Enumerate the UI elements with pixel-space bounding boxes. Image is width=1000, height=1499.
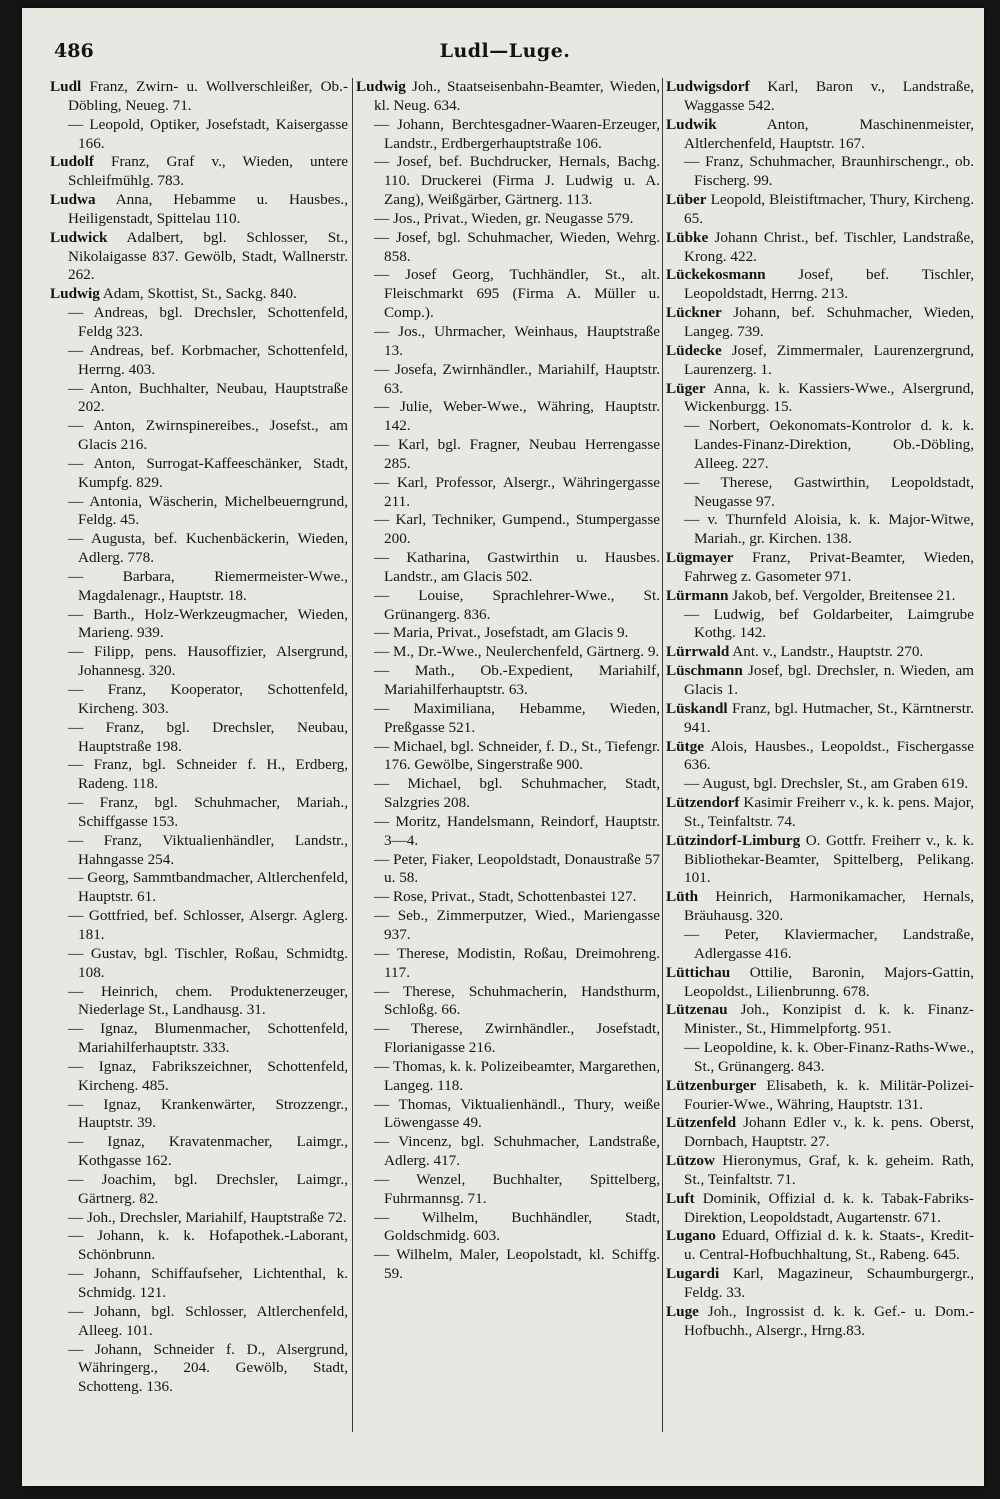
entry-surname: Ludwigsdorf — [666, 78, 750, 95]
entry-surname: Ludwick — [50, 228, 108, 246]
directory-entry — [666, 1265, 974, 1303]
directory-entry — [666, 775, 974, 794]
entry-surname: Ludwig — [50, 285, 100, 303]
entry-surname: Lützenburger — [666, 1076, 757, 1094]
entry-text: — Johann, bgl. Schlosser, Altlerchenfeld, Alleeg. 101. — [68, 1302, 348, 1339]
directory-entry — [356, 1246, 660, 1284]
entry-text: — Ignaz, Krankenwärter, Strozzengr., Hauptstr. 39. — [68, 1095, 348, 1132]
directory-entry — [356, 116, 660, 154]
entry-surname: Lüth — [666, 888, 699, 906]
entry-surname: Lützenau — [666, 1001, 728, 1019]
directory-entry — [666, 474, 974, 512]
directory-entry — [356, 436, 660, 474]
directory-entry — [50, 493, 348, 531]
directory-entry — [666, 964, 974, 1002]
directory-entry — [356, 945, 660, 983]
column-1 — [50, 78, 348, 1397]
directory-entry — [666, 662, 974, 700]
entry-text: — Michael, bgl. Schuhmacher, Stadt, Salzgries 208. — [374, 775, 660, 812]
entry-text: Leopold, Bleistiftmacher, Thury, Kircheng. 65. — [684, 191, 974, 227]
entry-text: — Rose, Privat., Stadt, Schottenbastei 127. — [374, 888, 637, 906]
entry-text: Johann Edler v., k. k. pens. Oberst, Dornbach, Hauptstr. 27. — [684, 1114, 975, 1151]
running-title: Ludl—Luge. — [439, 40, 571, 62]
directory-entry — [50, 869, 348, 907]
entry-text: — Math., Ob.-Expedient, Mariahilf, Mariahilferhauptstr. 63. — [374, 662, 660, 698]
entry-text: — Therese, Modistin, Roßau, Dreimohreng. 117. — [374, 944, 660, 981]
entry-text: Dominik, Offizial d. k. k. Tabak-Fabriks-Direktion, Leopoldstadt, Augartenstr. 671. — [684, 1189, 974, 1226]
entry-text: Joh., Ingrossist d. k. k. Gef.- u. Dom.-Hofbuchh., Alsergr., Hrng.83. — [684, 1302, 975, 1339]
entry-text: — Moritz, Handelsmann, Reindorf, Hauptstr. 3—4. — [374, 812, 660, 849]
entry-text: — v. Thurnfeld Aloisia, k. k. Major-Witwe, Mariah., gr. Kirchen. 138. — [684, 511, 974, 548]
directory-entry — [666, 380, 974, 418]
directory-entry — [666, 191, 974, 229]
directory-entry — [50, 1096, 348, 1134]
entry-text: — Josef, bef. Buchdrucker, Hernals, Bachg. 110. Druckerei (Firma J. Ludwig u. A. Zang), Weißgärber, Gärtnerg. 113. — [374, 153, 660, 209]
directory-entry — [356, 511, 660, 549]
directory-entry — [666, 342, 974, 380]
column-rule — [662, 78, 663, 1432]
directory-entry — [50, 1227, 348, 1265]
directory-entry — [356, 738, 660, 776]
entry-text: — August, bgl. Drechsler, St., am Graben 619. — [684, 775, 969, 793]
entry-text: — Barth., Holz-Werkzeugmacher, Wieden, Marieng. 939. — [68, 605, 348, 642]
directory-entry — [666, 643, 974, 662]
directory-entry — [666, 738, 974, 776]
entry-text: Hieronymus, Graf, k. k. geheim. Rath, St., Teinfaltstr. 71. — [684, 1152, 975, 1188]
entry-text: — Julie, Weber-Wwe., Währing, Hauptstr. 142. — [374, 398, 660, 435]
entry-text: — Barbara, Riemermeister-Wwe., Magdalenagr., Hauptstr. 18. — [68, 567, 348, 604]
directory-entry — [356, 78, 660, 116]
entry-text: — Michael, bgl. Schneider, f. D., St., Tiefengr. 176. Gewölbe, Singerstraße 900. — [374, 737, 660, 774]
entry-surname: Lückner — [666, 304, 722, 322]
directory-entry — [50, 1133, 348, 1171]
entry-text: — Karl, Professor, Alsergr., Währingergasse 211. — [374, 473, 660, 510]
directory-entry — [50, 417, 348, 455]
entry-text: — Leopoldine, k. k. Ober-Finanz-Raths-Wwe., St., Grünangerg. 843. — [684, 1039, 974, 1075]
column-rule — [352, 78, 353, 1432]
directory-entry — [50, 1209, 348, 1228]
directory-entry — [356, 587, 660, 625]
directory-entry — [356, 813, 660, 851]
entry-text: — Leopold, Optiker, Josefstadt, Kaisergasse 166. — [68, 115, 348, 152]
directory-entry — [50, 78, 348, 116]
entry-text: — Norbert, Oekonomats-Kontrolor d. k. k. Landes-Finanz-Direktion, Ob.-Döbling, Alleeg. 227. — [684, 417, 974, 472]
entry-text: — Wilhelm, Buchhändler, Stadt, Goldschmidg. 603. — [374, 1208, 660, 1245]
entry-text: Joh., Staatseisenbahn-Beamter, Wieden, kl. Neug. 634. — [374, 78, 660, 114]
directory-entry — [50, 1058, 348, 1096]
entry-text: — Gottfried, bef. Schlosser, Alsergr. Aglerg. 181. — [68, 907, 348, 943]
entry-surname: Lützendorf — [666, 794, 740, 812]
entry-text: — Ignaz, Kravatenmacher, Laimgr., Kothgasse 162. — [68, 1133, 348, 1170]
entry-text: — Andreas, bef. Korbmacher, Schottenfeld, Herrng. 403. — [68, 341, 348, 378]
directory-entry — [50, 1265, 348, 1303]
entry-text: — Karl, bgl. Fragner, Neubau Herrengasse 285. — [374, 436, 660, 472]
entry-text: Anna, k. k. Kassiers-Wwe., Alsergrund, Wickenburgg. 15. — [684, 379, 974, 416]
entry-text: — Maximiliana, Hebamme, Wieden, Preßgasse 521. — [374, 699, 660, 736]
entry-text: — Gustav, bgl. Tischler, Roßau, Schmidtg. 108. — [68, 944, 348, 981]
directory-entry — [666, 116, 974, 154]
directory-entry — [50, 719, 348, 757]
directory-entry — [666, 1001, 974, 1039]
entry-surname: Ludl — [50, 78, 82, 95]
directory-entry — [50, 1341, 348, 1398]
directory-entry — [356, 624, 660, 643]
entry-surname: Lügmayer — [666, 549, 734, 567]
directory-entry — [666, 794, 974, 832]
directory-entry — [666, 606, 974, 644]
entry-text: — Katharina, Gastwirthin u. Hausbes. Landstr., am Glacis 502. — [374, 549, 660, 585]
entry-text: — Josef Georg, Tuchhändler, St., alt. Fleischmarkt 695 (Firma A. Müller u. Comp.). — [374, 266, 660, 322]
running-head — [54, 40, 956, 66]
directory-entry — [50, 832, 348, 870]
directory-entry — [666, 1152, 974, 1190]
directory-entry — [666, 888, 974, 926]
directory-entry — [356, 361, 660, 399]
entry-text: — Ludwig, bef Goldarbeiter, Laimgrube Kothg. 142. — [684, 605, 974, 642]
directory-entry — [50, 1020, 348, 1058]
directory-entry — [666, 549, 974, 587]
directory-entry — [356, 398, 660, 436]
directory-entry — [356, 983, 660, 1021]
directory-entry — [50, 285, 348, 304]
entry-text: — Andreas, bgl. Drechsler, Schottenfeld, Feldg 323. — [68, 304, 348, 340]
entry-surname: Lüger — [666, 379, 706, 397]
entry-surname: Lugano — [666, 1227, 716, 1245]
entry-text: — Franz, bgl. Schuhmacher, Mariah., Schiffgasse 153. — [68, 794, 348, 830]
entry-surname: Lüdecke — [666, 341, 722, 359]
directory-entry — [50, 606, 348, 644]
directory-entry — [356, 266, 660, 323]
entry-surname: Ludolf — [50, 153, 94, 171]
entry-text: Ottilie, Baronin, Majors-Gattin, Leopoldst., Lilienbrunng. 678. — [684, 963, 974, 1000]
directory-entry — [50, 116, 348, 154]
entry-text: — M., Dr.-Wwe., Neulerchenfeld, Gärtnerg. 9. — [374, 643, 660, 661]
entry-text: — Maria, Privat., Josefstadt, am Glacis 9. — [374, 624, 629, 642]
entry-text: Josef, bef. Tischler, Leopoldstadt, Herrng. 213. — [684, 266, 974, 303]
entry-text: — Jos., Privat., Wieden, gr. Neugasse 579. — [374, 209, 634, 227]
directory-entry — [356, 1171, 660, 1209]
entry-text: Anna, Hebamme u. Hausbes., Heiligenstadt, Spittelau 110. — [68, 191, 348, 227]
directory-entry — [356, 1058, 660, 1096]
entry-text: Josef, bgl. Drechsler, n. Wieden, am Glacis 1. — [684, 662, 974, 698]
directory-entry — [356, 700, 660, 738]
directory-entry — [666, 587, 974, 606]
entry-text: — Heinrich, chem. Produktenerzeuger, Niederlage St., Landhausg. 31. — [68, 982, 348, 1019]
entry-surname: Luge — [666, 1302, 699, 1320]
directory-entry — [666, 417, 974, 474]
directory-entry — [666, 926, 974, 964]
entry-text: — Johann, Schiffaufseher, Lichtenthal, k. Schmidg. 121. — [68, 1265, 348, 1301]
column-2 — [356, 78, 660, 1284]
entry-text: — Louise, Sprachlehrer-Wwe., St. Grünangerg. 836. — [374, 586, 660, 623]
directory-entry — [356, 851, 660, 889]
entry-text: — Georg, Sammtbandmacher, Altlerchenfeld, Hauptstr. 61. — [68, 869, 348, 906]
entry-text: Ant. v., Landstr., Hauptstr. 270. — [732, 643, 924, 661]
entry-text: — Jos., Uhrmacher, Weinhaus, Hauptstraße 13. — [374, 322, 660, 359]
entry-text: Franz, bgl. Hutmacher, St., Kärntnerstr. 941. — [684, 699, 975, 736]
entry-surname: Ludwik — [666, 115, 717, 133]
directory-entry — [666, 229, 974, 267]
entry-text: — Franz, Kooperator, Schottenfeld, Kircheng. 303. — [68, 681, 348, 717]
entry-surname: Lürrwald — [666, 643, 730, 661]
directory-entry — [50, 153, 348, 191]
entry-text: — Therese, Schuhmacherin, Handsthurm, Schloßg. 66. — [374, 982, 660, 1019]
directory-entry — [50, 530, 348, 568]
column-3 — [666, 78, 974, 1341]
entry-surname: Lüber — [666, 191, 707, 209]
entry-text: — Therese, Gastwirthin, Leopoldstadt, Neugasse 97. — [684, 473, 974, 510]
directory-entry — [666, 1039, 974, 1077]
entry-text: O. Gottfr. Freiherr v., k. k. Bibliothekar-Beamter, Spittelberg, Pelikang. 101. — [684, 831, 974, 887]
entry-text: Johann Christ., bef. Tischler, Landstraße, Krong. 422. — [684, 228, 974, 265]
entry-text: Josef, Zimmermaler, Laurenzergrund, Laurenzerg. 1. — [684, 341, 974, 378]
entry-text: Joh., Konzipist d. k. k. Finanz-Minister., St., Himmelpfortg. 951. — [684, 1001, 974, 1038]
entry-surname: Lübke — [666, 228, 709, 246]
entry-surname: Lückekosmann — [666, 266, 766, 284]
entry-surname: Ludwa — [50, 191, 96, 209]
directory-entry — [666, 304, 974, 342]
entry-text: — Augusta, bef. Kuchenbäckerin, Wieden, Adlerg. 778. — [68, 530, 348, 567]
entry-text: Anton, Maschinenmeister, Altlerchenfeld, Hauptstr. 167. — [684, 115, 974, 152]
entry-text: — Peter, Klaviermacher, Landstraße, Adlergasse 416. — [684, 925, 974, 962]
directory-entry — [356, 153, 660, 210]
entry-surname: Luft — [666, 1189, 695, 1207]
directory-entry — [50, 945, 348, 983]
entry-text: Jakob, bef. Vergolder, Breitensee 21. — [732, 586, 956, 604]
entry-text: Karl, Magazineur, Schaumburgergr., Feldg. 33. — [684, 1265, 975, 1301]
page-number: 486 — [54, 40, 94, 62]
entry-surname: Lützow — [666, 1152, 715, 1170]
directory-entry — [50, 756, 348, 794]
directory-entry — [50, 681, 348, 719]
directory-entry — [50, 380, 348, 418]
directory-entry — [356, 323, 660, 361]
entry-surname: Lüttichau — [666, 963, 731, 981]
directory-entry — [666, 1114, 974, 1152]
entry-text: — Thomas, k. k. Polizeibeamter, Margarethen, Langeg. 118. — [374, 1057, 660, 1094]
directory-page — [22, 8, 984, 1486]
directory-entry — [666, 153, 974, 191]
entry-text: — Anton, Buchhalter, Neubau, Hauptstraße 202. — [68, 379, 348, 416]
directory-entry — [666, 1303, 974, 1341]
entry-text: — Peter, Fiaker, Leopoldstadt, Donaustraße 57 u. 58. — [374, 850, 660, 887]
entry-text: — Filipp, pens. Hausoffizier, Alsergrund, Johannesg. 320. — [68, 643, 348, 680]
entry-text: — Joh., Drechsler, Mariahilf, Hauptstraße 72. — [68, 1208, 347, 1226]
directory-entry — [666, 266, 974, 304]
directory-entry — [356, 210, 660, 229]
entry-text: Franz, Graf v., Wieden, untere Schleifmühlg. 783. — [68, 153, 348, 190]
entry-text: Franz, Zwirn- u. Wollverschleißer, Ob.-Döbling, Neueg. 71. — [68, 78, 349, 114]
directory-entry — [356, 888, 660, 907]
entry-text: — Josefa, Zwirnhändler., Mariahilf, Hauptstr. 63. — [374, 360, 660, 397]
directory-entry — [666, 78, 974, 116]
entry-text: — Joachim, bgl. Drechsler, Laimgr., Gärtnerg. 82. — [68, 1170, 348, 1207]
entry-text: Alois, Hausbes., Leopoldst., Fischergasse 636. — [684, 737, 974, 774]
directory-entry — [50, 907, 348, 945]
directory-entry — [356, 907, 660, 945]
entry-text: — Johann, k. k. Hofapothek.-Laborant, Schönbrunn. — [68, 1227, 348, 1264]
entry-text: — Wilhelm, Maler, Leopolstadt, kl. Schiffg. 59. — [374, 1246, 660, 1283]
entry-text: — Ignaz, Fabrikszeichner, Schottenfeld, Kircheng. 485. — [68, 1057, 348, 1094]
directory-entry — [50, 304, 348, 342]
directory-entry — [356, 474, 660, 512]
entry-text: Johann, bef. Schuhmacher, Wieden, Langeg. 739. — [684, 304, 974, 340]
entry-text: Karl, Baron v., Landstraße, Waggasse 542. — [684, 78, 974, 114]
entry-text: — Antonia, Wäscherin, Michelbeuerngrund, Feldg. 45. — [68, 492, 348, 529]
directory-entry — [356, 1096, 660, 1134]
directory-entry — [666, 700, 974, 738]
directory-entry — [356, 1020, 660, 1058]
entry-text: — Franz, bgl. Schneider f. H., Erdberg, Radeng. 118. — [68, 756, 348, 793]
directory-entry — [356, 775, 660, 813]
directory-entry — [356, 229, 660, 267]
entry-surname: Lüskandl — [666, 699, 728, 717]
entry-text: — Johann, Schneider f. D., Alsergrund, Währingerg., 204. Gewölb, Stadt, Schotteng. 136. — [68, 1340, 348, 1396]
entry-text: — Karl, Techniker, Gumpend., Stumpergasse 200. — [374, 511, 660, 548]
directory-entry — [356, 643, 660, 662]
entry-surname: Lugardi — [666, 1265, 720, 1283]
entry-text: Kasimir Freiherr v., k. k. pens. Major, St., Teinfaltstr. 74. — [684, 794, 975, 830]
entry-text: — Wenzel, Buchhalter, Spittelberg, Fuhrmannsg. 71. — [374, 1170, 660, 1207]
entry-surname: Lützindorf-Limburg — [666, 831, 801, 849]
directory-entry — [666, 1227, 974, 1265]
entry-text: — Therese, Zwirnhändler., Josefstadt, Florianigasse 216. — [374, 1020, 660, 1057]
directory-entry — [50, 342, 348, 380]
directory-entry — [356, 662, 660, 700]
directory-entry — [666, 1190, 974, 1228]
entry-surname: Lürmann — [666, 586, 729, 604]
directory-entry — [666, 832, 974, 889]
directory-entry — [50, 568, 348, 606]
entry-text: — Thomas, Viktualienhändl., Thury, weiße Löwengasse 49. — [374, 1095, 660, 1132]
entry-surname: Lütge — [666, 737, 704, 755]
directory-entry — [356, 1133, 660, 1171]
entry-text: Eduard, Offizial d. k. k. Staats-, Kredit- u. Central-Hofbuchhaltung, St., Rabeng. 645. — [684, 1227, 975, 1264]
entry-text: — Johann, Berchtesgadner-Waaren-Erzeuger, Landstr., Erdbergerhauptstraße 106. — [374, 115, 660, 152]
directory-entry — [666, 511, 974, 549]
entry-text: Franz, Privat-Beamter, Wieden, Fahrweg z. Gasometer 971. — [684, 549, 974, 585]
entry-text: — Seb., Zimmerputzer, Wied., Mariengasse 937. — [374, 907, 660, 943]
entry-text: — Anton, Zwirnspinereibes., Josefst., am Glacis 216. — [68, 417, 348, 454]
entry-text: — Vincenz, bgl. Schuhmacher, Landstraße, Adlerg. 417. — [374, 1133, 660, 1170]
entry-text: Heinrich, Harmonikamacher, Hernals, Bräuhausg. 320. — [684, 888, 974, 925]
directory-entry — [50, 191, 348, 229]
directory-entry — [50, 1303, 348, 1341]
entry-text: — Franz, Schuhmacher, Braunhirschengr., ob. Fischerg. 99. — [684, 153, 974, 190]
entry-surname: Ludwig — [356, 78, 406, 95]
directory-entry — [50, 455, 348, 493]
directory-entry — [356, 549, 660, 587]
directory-entry — [50, 794, 348, 832]
entry-text: — Ignaz, Blumenmacher, Schottenfeld, Mariahilferhauptstr. 333. — [68, 1020, 348, 1057]
directory-entry — [50, 229, 348, 286]
entry-text: — Anton, Surrogat-Kaffeeschänker, Stadt, Kumpfg. 829. — [68, 454, 348, 491]
directory-entry — [50, 643, 348, 681]
entry-text: Adalbert, bgl. Schlosser, St., Nikolaigasse 837. Gewölb, Stadt, Wallnerstr. 262. — [68, 228, 348, 284]
entry-text: Adam, Skottist, St., Sackg. 840. — [102, 285, 297, 303]
directory-entry — [50, 1171, 348, 1209]
entry-surname: Lützenfeld — [666, 1114, 737, 1132]
entry-text: — Franz, bgl. Drechsler, Neubau, Hauptstraße 198. — [68, 718, 348, 755]
entry-surname: Lüschmann — [666, 662, 743, 680]
entry-text: — Josef, bgl. Schuhmacher, Wieden, Wehrg. 858. — [374, 228, 660, 265]
entry-text: — Franz, Viktualienhändler, Landstr., Hahngasse 254. — [68, 831, 348, 868]
directory-entry — [50, 983, 348, 1021]
entry-text: Elisabeth, k. k. Militär-Polizei-Fourier-Wwe., Währing, Hauptstr. 131. — [684, 1076, 974, 1113]
directory-entry — [356, 1209, 660, 1247]
directory-entry — [666, 1077, 974, 1115]
